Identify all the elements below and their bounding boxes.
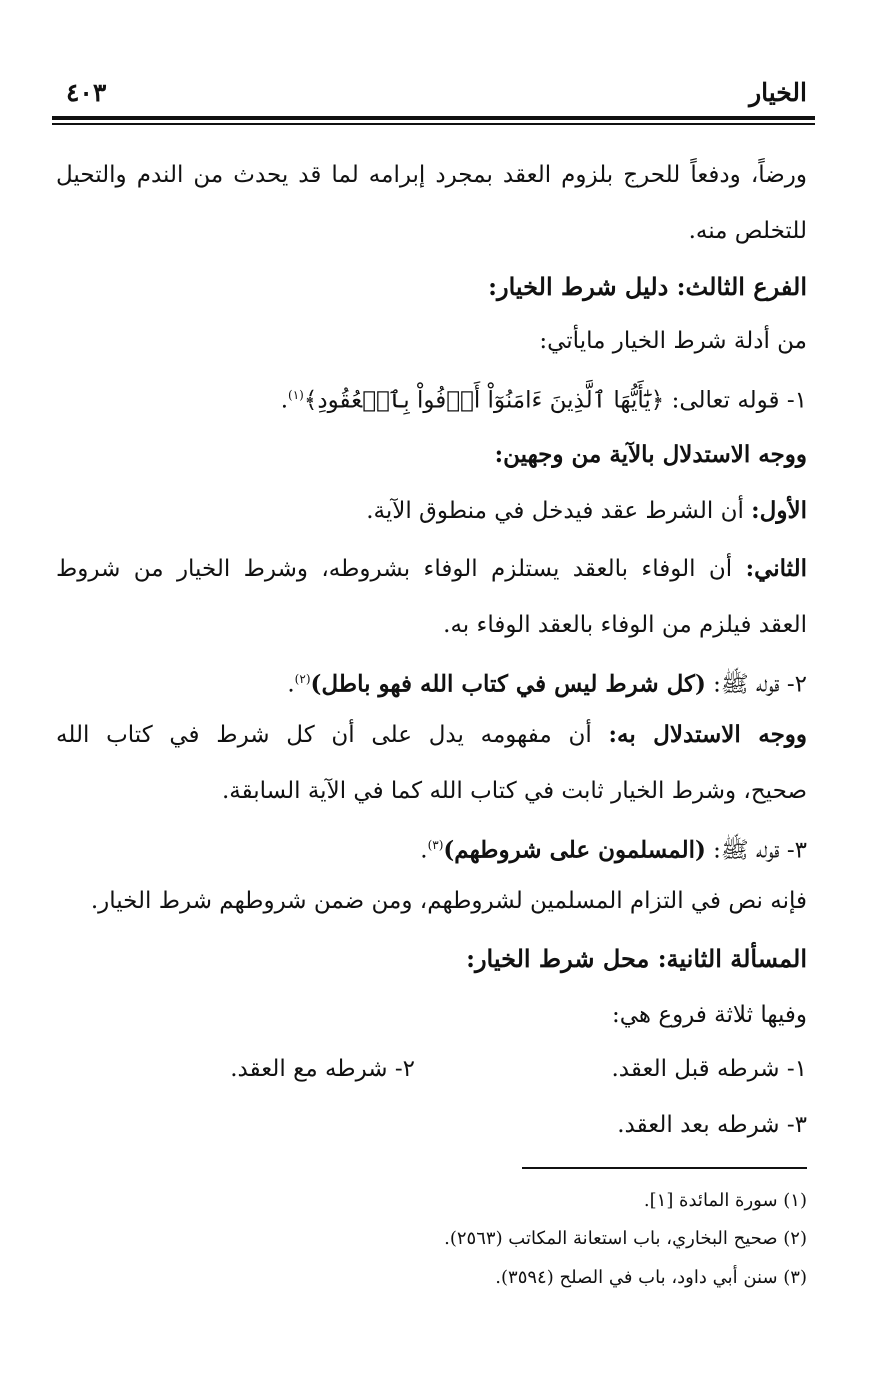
point-line: [56, 544, 807, 594]
quran-verse: ﴿يَٰٓأَيُّهَا ٱلَّذِينَ ءَامَنُوٓاْ أَوۡفُواْ بِٱلۡعُقُودِ﴾: [303, 387, 665, 414]
evidence-label: ١- قوله تعالى:: [671, 387, 807, 414]
evidence-line: ٣- قوله ﷺ: (المسلمون على شروطهم)$^{(٣)}$.: [420, 836, 807, 864]
footnote-ref: (٢): [294, 672, 311, 686]
evidence-label: ٢- قوله ﷺ:: [713, 671, 807, 698]
point-line: [56, 486, 807, 536]
point-label: الثاني:: [745, 555, 807, 582]
point-text: أن الشرط عقد فيدخل في منطوق الآية.: [366, 498, 744, 524]
branch-item: ٣- شرطه بعد العقد.: [617, 1112, 807, 1138]
paragraph-line: صحيح، وشرط الخيار ثابت في كتاب الله كما في الآية السابقة.: [221, 778, 807, 804]
intro-line: من أدلة شرط الخيار مايأتي:: [539, 328, 807, 354]
subheading: ووجه الاستدلال بالآية من وجهين:: [494, 441, 807, 468]
hadith-text: (المسلمون على شروطهم): [443, 836, 706, 864]
point-label: ووجه الاستدلال به:: [608, 721, 807, 748]
evidence-line: ٢- قوله ﷺ: (كل شرط ليس في كتاب الله فهو باطل)$^{(٢)}$.: [287, 670, 807, 698]
section-heading: الفرع الثالث: دليل شرط الخيار:: [488, 272, 807, 301]
point-text: أن مفهومه يدل على أن كل شرط في كتاب الله: [56, 722, 592, 748]
intro-line: وفيها ثلاثة فروع هي:: [611, 1002, 807, 1028]
footnote: (١) سورة المائدة [١].: [643, 1190, 807, 1211]
page-header: [66, 78, 807, 118]
footnote-ref: (١): [288, 388, 304, 402]
footnote: (٢) صحيح البخاري، باب استعانة المكاتب (٢٥٦٣).: [444, 1228, 807, 1249]
paragraph-line: للتخلص منه.: [688, 218, 807, 244]
footnote: (٣) سنن أبي داود، باب في الصلح (٣٥٩٤).: [495, 1267, 807, 1288]
point-text: أن الوفاء بالعقد يستلزم الوفاء بشروطه، وشرط الخيار من شروط: [56, 556, 733, 582]
evidence-line: ١- قوله تعالى: ﴿يَٰٓأَيُّهَا ٱلَّذِينَ ءَامَنُوٓاْ أَوۡفُواْ بِٱلۡعُقُودِ﴾$^{(١)}$.: [280, 387, 807, 414]
hadith-text: (كل شرط ليس في كتاب الله فهو باطل): [310, 670, 706, 698]
footnote-ref: (٣): [427, 838, 444, 852]
footnote-separator: [522, 1167, 807, 1169]
branch-item: ٢- شرطه مع العقد.: [230, 1056, 415, 1082]
paragraph-line: العقد فيلزم من الوفاء بالعقد الوفاء به.: [443, 612, 807, 638]
page-number: ٤٠٣: [66, 78, 107, 107]
point-line: [56, 710, 807, 760]
section-heading: المسألة الثانية: محل شرط الخيار:: [466, 944, 807, 973]
header-rule-thick: [52, 116, 815, 120]
running-title: الخيار: [749, 78, 807, 107]
paragraph-line: فإنه نص في التزام المسلمين لشروطهم، ومن ضمن شروطهم شرط الخيار.: [90, 888, 807, 914]
point-label: الأول:: [751, 497, 807, 524]
paragraph-line: ورضاً، ودفعاً للحرج بلزوم العقد بمجرد إبرامه لما قد يحدث من الندم والتحيل: [56, 162, 807, 188]
header-rule-thin: [52, 123, 815, 125]
branch-item: ١- شرطه قبل العقد.: [611, 1056, 807, 1082]
evidence-label: ٣- قوله ﷺ:: [713, 837, 807, 864]
